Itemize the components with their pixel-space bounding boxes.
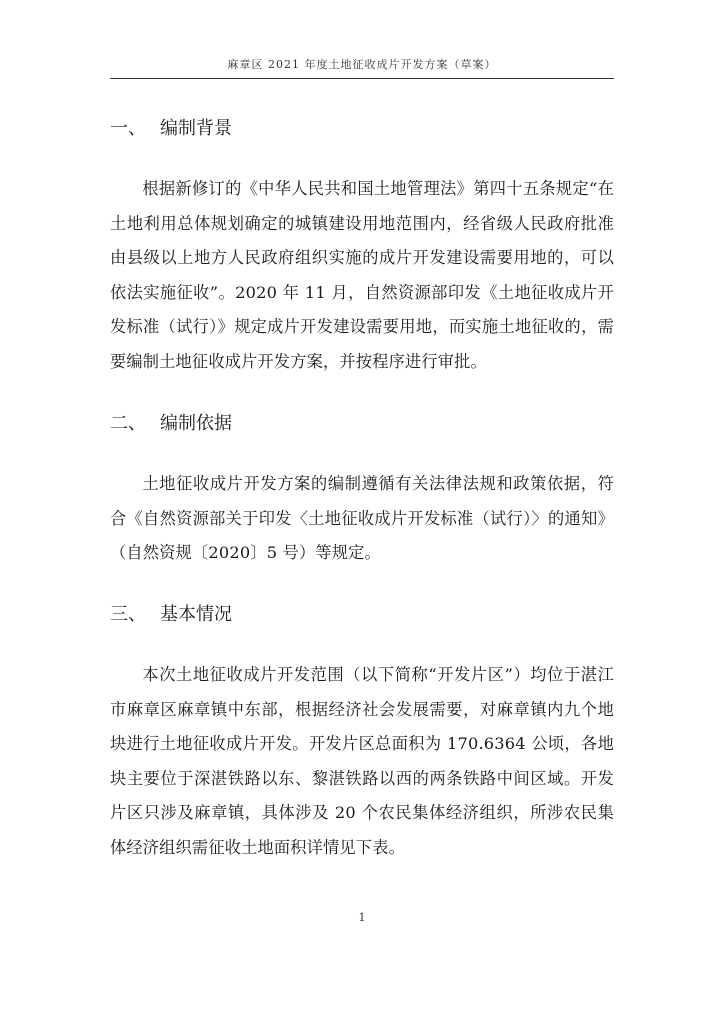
paragraph-overview: 本次土地征收成片开发范围（以下简称“开发片区”）均位于湛江市麻章区麻章镇中东部，根据经济社会发展需要，对麻章镇内九个地块进行土地征收成片开发。开发片区总面积为 170.6364 公顷，各地块主要位于深湛铁路以东、黎湛铁路以西的两条铁路中间区域。开发片区只涉及麻章镇，具体涉及 20 个农民集体经济组织，所涉农民集体经济组织需征收土地面积详情见下表。 (110, 665, 614, 857)
paragraph-basis: 土地征收成片开发方案的编制遵循有关法律法规和政策依据，符合《自然资源部关于印发〈土地征收成片开发标准（试行）〉的通知》（自然资规〔2020〕5 号）等规定。 (110, 474, 614, 563)
paragraph-background: 根据新修订的《中华人民共和国土地管理法》第四十五条规定“在土地利用总体规划确定的城镇建设用地范围内，经省级人民政府批准由县级以上地方人民政府组织实施的成片开发建设需要用地的，可以依法实施征收”。2020 年 11 月，自然资源部印发《土地征收成片开发标准（试行）》规定成片开发建设需要用地，而实施土地征收的，需要编制土地征收成片开发方案，并按程序进行审批。 (110, 179, 614, 371)
section-title: 基本情况 (160, 604, 232, 625)
section-title: 编制背景 (160, 118, 232, 139)
section-heading-background (110, 117, 614, 141)
page-number: 1 (358, 911, 366, 924)
section-heading (110, 412, 614, 436)
running-header: 麻章区 2021 年度土地征收成片开发方案（草案） (227, 58, 497, 71)
header-divider (110, 78, 614, 79)
section-number: 一、 (110, 118, 146, 139)
section-number: 二、 (110, 413, 146, 434)
section-heading (110, 603, 614, 627)
section-heading (110, 117, 614, 141)
section-heading-overview (110, 603, 614, 627)
section-heading-basis (110, 412, 614, 436)
section-title: 编制依据 (160, 413, 232, 434)
section-number: 三、 (110, 604, 146, 625)
